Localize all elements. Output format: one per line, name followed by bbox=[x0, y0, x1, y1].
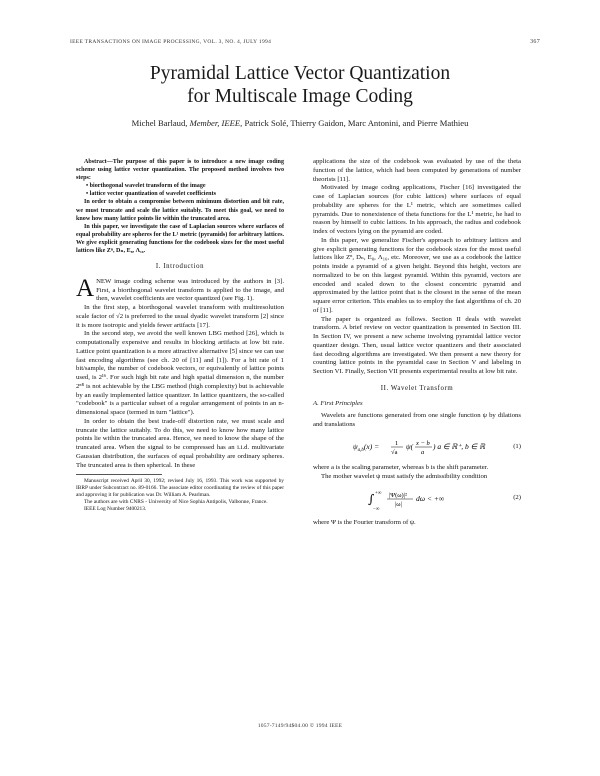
section-heading-introduction: I. Introduction bbox=[155, 263, 205, 271]
svg-text:√a: √a bbox=[391, 448, 398, 456]
abstract-step-2: • lattice vector quantization of wavelet coefficients bbox=[86, 190, 284, 198]
wavelet-p1: Wavelets are functions generated from one single function ψ by dilations and translations bbox=[313, 412, 521, 428]
title-line-1: Pyramidal Lattice Vector Quantization bbox=[149, 63, 451, 84]
svg-text:∫: ∫ bbox=[368, 492, 375, 507]
equation-1-number: (1) bbox=[513, 442, 521, 450]
svg-text:ψ(: ψ( bbox=[406, 441, 414, 451]
equation-2-number: (2) bbox=[513, 494, 521, 502]
footnote-ieee-log: IEEE Log Number 9400213. bbox=[84, 506, 147, 513]
right-p4: The paper is organized as follows. Section II deals with wavelet transform. A brief review on vector quantization is presented in Section III. In Section IV, we present a new scheme involving pyramidal lattice vector quantizer design. Then, usual lattice vector quantizers and their associated fast decoding algorithms are investigated. We then present a new theory for counting lattice points in the pyramidal case in Section V and labeling in Section VI. Finally, Section VII presents experimental results at low bit rate. bbox=[313, 315, 521, 375]
svg-text:) a ∈ ℝ⁺, b ∈ ℝ: ) a ∈ ℝ⁺, b ∈ ℝ bbox=[433, 441, 486, 451]
section-heading-wavelet: II. Wavelet Transform bbox=[380, 384, 454, 392]
equation-2-formula bbox=[313, 488, 513, 512]
abstract bbox=[76, 158, 284, 255]
equation-1-formula bbox=[313, 437, 513, 457]
equation-1 bbox=[313, 437, 521, 457]
journal-name: IEEE TRANSACTIONS ON IMAGE PROCESSING, VOL. 3, NO. 4, JULY 1994 bbox=[70, 39, 272, 45]
left-column bbox=[76, 158, 284, 513]
author-list bbox=[0, 118, 600, 128]
subsection-heading-first-principles: A. First Principles bbox=[313, 399, 363, 407]
svg-text:+∞: +∞ bbox=[375, 491, 382, 497]
wavelet-p4: where Ψ is the Fourier transform of ψ. bbox=[313, 519, 416, 527]
intro-p2: In the first step, a biorthogonal wavelet transform with multiresolution scale factor of √2 is preferred to the usual dyadic wavelet transform [2] since it is more isotropic and yields fewer artifacts [17]. bbox=[76, 304, 284, 329]
svg-text:x − b: x − b bbox=[416, 439, 430, 447]
svg-text:|ω|: |ω| bbox=[395, 501, 402, 509]
right-p3: In this paper, we generalize Fischer's approach to arbitrary lattices and give explicit generating functions for the codebook sizes for the most useful lattices like Zⁿ, Dₙ, E₈, Λ₁₆, etc. Moreover, we use as a codebook the lattice points inside a pyramid of a given height. Beyond this height, vectors are normalized to be on this largest pyramid. Within this pyramid, vectors are encoded and scaled down to the closest concentric pyramid and approximated by the lattice point that is the closest in the sense of the mean square error criterion. This enables us to employ the fast algorithms of ch. 20 of [11]. bbox=[313, 236, 521, 314]
footnote-affiliation: The authors are with CNRS - University of Nice Sophia Antipolis, Valbonne, France. bbox=[84, 499, 268, 506]
paper-title bbox=[0, 62, 600, 108]
right-column bbox=[313, 158, 521, 528]
equation-2 bbox=[313, 488, 521, 512]
wavelet-p2: where a is the scaling parameter, whereas b is the shift parameter. bbox=[313, 463, 489, 471]
svg-text:1: 1 bbox=[395, 439, 399, 447]
right-p2: Motivated by image coding applications, Fischer [16] investigated the case of Laplacian sources (for cubic lattices) where surfaces of equal probability are spheres for the L¹ metric, which are sometimes called pyramids. Due to nonexistence of theta functions for the L¹ metric, he had to reason by himself to cubic lattices. In his approach, the radius and codebook index of vectors lying on the pyramid are coded. bbox=[313, 184, 521, 235]
page-number: 367 bbox=[530, 39, 540, 45]
intro-p4: In order to obtain the best trade-off distortion rate, we must scale and truncate the lattice suitably. To do this, we need to know how many lattice points lie within the truncated area. Hence, we need to know the shape of the truncated area. When the signal to be compressed has an i.i.d. multivariate Gaussian distribution, the surfaces of equal probability are ordinary spheres. The truncated area is then spherical. In these bbox=[76, 417, 284, 469]
drop-cap: A bbox=[76, 274, 95, 302]
abstract-p3: In this paper, we investigate the case of Laplacian sources where surfaces of equal probability are spheres for the L¹ metric (pyramids) for arbitrary lattices. We give explicit generating functions for the codebook sizes for the most useful lattices like Zⁿ, Dₙ, E₈, Λ₁₆. bbox=[76, 223, 284, 255]
svg-text:−∞: −∞ bbox=[373, 507, 380, 513]
footnote-received: Manuscript received April 30, 1992; revised July 16, 1993. This work was supported by IBRP under Subcontract no. 89-0166. The associate editor coordinating the review of this paper and approving it for publication was Dr. William A. Pearlman. bbox=[76, 478, 284, 499]
abstract-step-1: • biorthogonal wavelet transform of the image bbox=[86, 182, 284, 190]
intro-p1 bbox=[76, 274, 284, 304]
abstract-steps bbox=[76, 182, 284, 198]
intro-p3: In the second step, we avoid the well known LBG method [26], which is computationally expensive and results in blocking artifacts at low bit rate. Lattice point quantization is a more attractive alternative [5] since we can use fast encoding algorithms (see ch. 20 of [11] and [1]). For a bit rate of 1 bit/sample, the number of codebook vectors, or equivalently of lattice points used, is 2¹⁶. For such high bit rate and high spatial dimension n, the number 2ⁿᴿ is not achievable by the LBG method (high complexity) but is achievable by an easily implemented lattice quantizer. In lattice quantizers, the so-called "codebook" is a particular subset of a regular arrangement of points in an n-dimensional space (termed in turn "lattice"). bbox=[76, 330, 284, 417]
author-first-role: Member, IEEE, bbox=[189, 118, 243, 128]
running-head bbox=[70, 39, 540, 45]
wavelet-p3: The mother wavelet ψ must satisfy the admissibility condition bbox=[321, 472, 488, 480]
abstract-p1: Abstract—The purpose of this paper is to introduce a new image coding scheme using lattice vector quantization. The proposed method involves two steps: bbox=[76, 159, 284, 182]
svg-text:a: a bbox=[421, 448, 425, 456]
abstract-p2: In order to obtain a compromise between minimum distortion and bit rate, we must truncate and scale the lattice suitably. To meet this goal, we need to know how many lattice points lie within the truncated area. bbox=[76, 199, 284, 222]
right-p1: applications the size of the codebook was evaluated by use of the theta function of the lattice, which had been computed by generations of number theorists [11]. bbox=[313, 158, 521, 183]
svg-text:|Ψ(ω)|²: |Ψ(ω)|² bbox=[389, 492, 407, 500]
svg-text:dω < +∞: dω < +∞ bbox=[416, 494, 445, 504]
author-rest: Patrick Solé, Thierry Gaidon, Marc Antonini, and Pierre Mathieu bbox=[244, 118, 469, 128]
author-first: Michel Barlaud, bbox=[131, 118, 188, 128]
footnotes bbox=[76, 478, 284, 513]
copyright-line: 1057-7149/94$04.00 © 1994 IEEE bbox=[257, 723, 343, 729]
intro-p1-text: NEW image coding scheme was introduced by the authors in [3]. First, a biorthogonal wavelet transform is applied to the image, and then, wavelet coefficients are vector quantized (see Fig. 1). bbox=[96, 277, 284, 303]
title-line-2: for Multiscale Image Coding bbox=[187, 86, 413, 107]
svg-text:ψa,b(x) =: $\psi_{a,b}(x)$ = bbox=[353, 441, 380, 453]
